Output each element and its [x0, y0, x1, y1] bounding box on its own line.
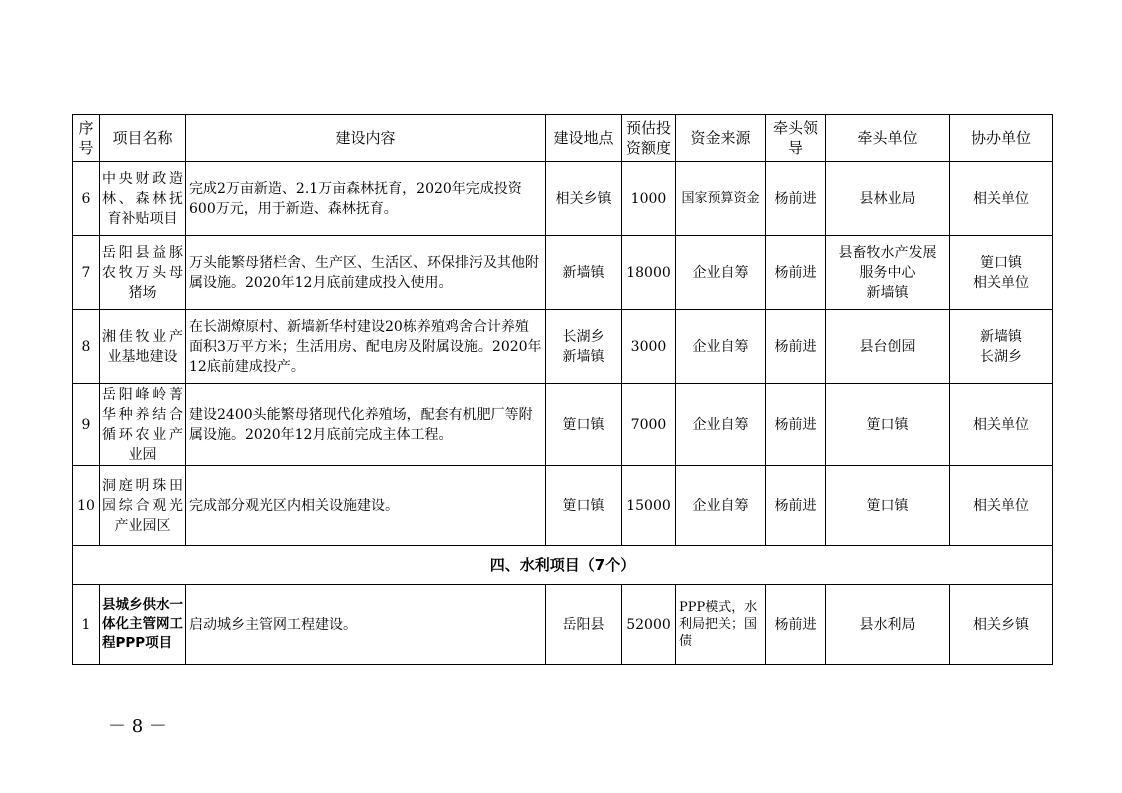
cell-lead-unit: 筻口镇	[826, 466, 950, 546]
cell-location: 新墙镇	[546, 236, 622, 310]
cell-name: 湘佳牧业产业基地建设	[100, 310, 186, 384]
cell-no: 8	[73, 310, 100, 384]
cell-investment: 52000	[622, 585, 676, 665]
cell-location	[546, 310, 622, 384]
header-funding: 资金来源	[676, 115, 766, 162]
cell-content: 在长湖燎原村、新墙新华村建设20栋养殖鸡舍合计养殖面积3万平方米；生活用房、配电房及附属设施。2020年12底前建成投产。	[186, 310, 546, 384]
cell-investment: 3000	[622, 310, 676, 384]
cell-leader: 杨前进	[766, 384, 826, 466]
cell-funding: 企业自筹	[676, 236, 766, 310]
cell-name: 中央财政造林、森林抚育补贴项目	[100, 162, 186, 236]
header-assist-unit: 协办单位	[950, 115, 1053, 162]
cell-leader: 杨前进	[766, 162, 826, 236]
cell-assist-unit	[950, 310, 1053, 384]
cell-content: 完成部分观光区内相关设施建设。	[186, 466, 546, 546]
assist-unit-line: 长湖乡	[980, 348, 1022, 365]
cell-name: 岳阳峰岭菁华种养结合循环农业产业园	[100, 384, 186, 466]
cell-funding: 企业自筹	[676, 310, 766, 384]
cell-content: 万头能繁母猪栏舍、生产区、生活区、环保排污及其他附属设施。2020年12月底前建成投入使用。	[186, 236, 546, 310]
header-content: 建设内容	[186, 115, 546, 162]
header-investment: 预估投资额度	[622, 115, 676, 162]
assist-unit-line: 新墙镇	[980, 328, 1022, 345]
cell-funding: PPP模式，水利局把关；国债	[676, 585, 766, 665]
assist-unit-line: 筻口镇	[980, 254, 1022, 271]
header-location: 建设地点	[546, 115, 622, 162]
cell-assist-unit	[950, 236, 1053, 310]
cell-location: 岳阳县	[546, 585, 622, 665]
header-no: 序号	[73, 115, 100, 162]
cell-funding: 企业自筹	[676, 466, 766, 546]
page-number: － 8 －	[108, 716, 167, 737]
table-row	[73, 384, 1053, 466]
cell-no: 10	[73, 466, 100, 546]
cell-leader: 杨前进	[766, 466, 826, 546]
table-row	[73, 162, 1053, 236]
header-lead-unit: 牵头单位	[826, 115, 950, 162]
cell-assist-unit: 相关单位	[950, 466, 1053, 546]
lead-unit-line: 新墙镇	[866, 284, 909, 301]
table-row	[73, 466, 1053, 546]
cell-name: 县城乡供水一体化主管网工程PPP项目	[100, 585, 186, 665]
lead-unit-line: 县畜牧水产发展	[838, 244, 937, 261]
cell-content: 启动城乡主管网工程建设。	[186, 585, 546, 665]
cell-investment: 7000	[622, 384, 676, 466]
cell-investment: 18000	[622, 236, 676, 310]
cell-lead-unit: 县水利局	[826, 585, 950, 665]
section-header-row	[73, 546, 1053, 585]
cell-no: 1	[73, 585, 100, 665]
cell-location: 筻口镇	[546, 384, 622, 466]
cell-no: 6	[73, 162, 100, 236]
table-header-row	[73, 115, 1053, 162]
table-row	[73, 236, 1053, 310]
cell-name: 岳阳县益豚农牧万头母猪场	[100, 236, 186, 310]
cell-investment: 1000	[622, 162, 676, 236]
cell-lead-unit	[826, 236, 950, 310]
cell-lead-unit: 县台创园	[826, 310, 950, 384]
assist-unit-line: 相关单位	[973, 274, 1029, 291]
table-row	[73, 310, 1053, 384]
project-table	[72, 114, 1053, 665]
cell-location: 筻口镇	[546, 466, 622, 546]
header-leader: 牵头领导	[766, 115, 826, 162]
header-name: 项目名称	[100, 115, 186, 162]
cell-content: 建设2400头能繁母猪现代化养殖场，配套有机肥厂等附属设施。2020年12月底前完成主体工程。	[186, 384, 546, 466]
cell-lead-unit: 筻口镇	[826, 384, 950, 466]
cell-leader: 杨前进	[766, 236, 826, 310]
cell-leader: 杨前进	[766, 585, 826, 665]
cell-name: 洞庭明珠田园综合观光产业园区	[100, 466, 186, 546]
cell-leader: 杨前进	[766, 310, 826, 384]
cell-funding: 国家预算资金	[676, 162, 766, 236]
cell-assist-unit: 相关单位	[950, 384, 1053, 466]
cell-funding: 企业自筹	[676, 384, 766, 466]
section-title: 四、水利项目（7个）	[73, 546, 1053, 585]
cell-investment: 15000	[622, 466, 676, 546]
cell-no: 7	[73, 236, 100, 310]
cell-location: 相关乡镇	[546, 162, 622, 236]
cell-lead-unit: 县林业局	[826, 162, 950, 236]
cell-content: 完成2万亩新造、2.1万亩森林抚育，2020年完成投资600万元，用于新造、森林抚育。	[186, 162, 546, 236]
location-line: 新墙镇	[562, 348, 605, 365]
cell-no: 9	[73, 384, 100, 466]
cell-assist-unit: 相关乡镇	[950, 585, 1053, 665]
cell-assist-unit: 相关单位	[950, 162, 1053, 236]
lead-unit-line: 服务中心	[859, 264, 916, 281]
table-row	[73, 585, 1053, 665]
location-line: 长湖乡	[562, 328, 605, 345]
